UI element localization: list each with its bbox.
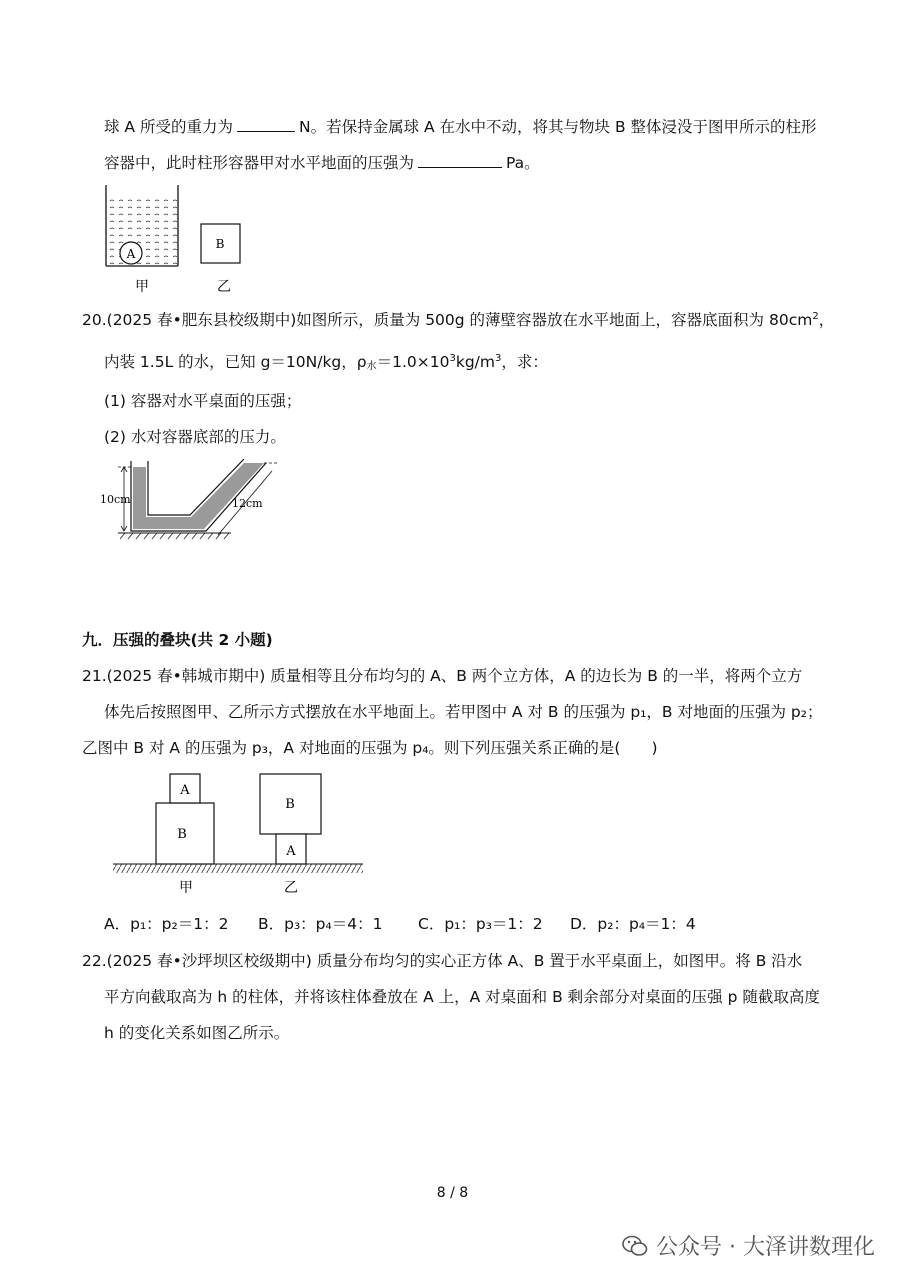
- fig-b-bottom: B: [177, 827, 187, 842]
- page-number: 8 / 8: [436, 1185, 469, 1201]
- q19-line2: [104, 152, 540, 174]
- q20-text: 20.(2025 春•肥东县校级期中)如图所示，质量为 500g 的薄壁容器放在水平地面上，容器底面积为 80cm: [82, 311, 813, 329]
- option-d[interactable]: D．p₂：p₄＝1：4: [570, 915, 696, 933]
- watermark: [622, 1230, 875, 1261]
- q22-line1: 22.(2025 春•沙坪坝区校级期中) 质量分布均匀的实心正方体 A、B 置于水平桌面上，如图甲。将 B 沿水: [82, 952, 803, 970]
- q21-line3: 乙图中 B 对 A 的压强为 p₃，A 对地面的压强为 p₄。则下列压强关系正确的是( ): [82, 739, 658, 757]
- superscript: 3: [495, 353, 502, 364]
- answer-blank[interactable]: [418, 153, 502, 168]
- fig-b-top: B: [285, 797, 295, 812]
- caption-yi: 乙: [217, 279, 231, 295]
- q20-text: ，求：: [501, 353, 548, 371]
- option-a[interactable]: A．p₁：p₂＝1：2: [104, 915, 229, 933]
- dimension-12cm: 12cm: [232, 497, 263, 510]
- q19-text: N。若保持金属球 A 在水中不动，将其与物块 B 整体浸没于图甲所示的柱形: [298, 118, 817, 136]
- q20-item2: (2) 水对容器底部的压力。: [104, 428, 286, 446]
- option-b[interactable]: B．p₃：p₄＝4：1: [258, 915, 383, 933]
- q19-text: Pa。: [506, 154, 540, 172]
- q20-text: ＝1.0×10: [376, 353, 450, 371]
- q20-item1: (1) 容器对水平桌面的压强；: [104, 392, 302, 410]
- fig-a-bottom: A: [286, 844, 296, 859]
- q21-figure: [110, 768, 370, 902]
- q22-line2: 平方向截取高为 h 的柱体，并将该柱体叠放在 A 上，A 对桌面和 B 剩余部分对桌面的压强 p 随截取高度: [104, 988, 820, 1006]
- q20-line1: [82, 306, 834, 331]
- q20-line2: [104, 348, 548, 378]
- option-c[interactable]: C．p₁：p₃＝1：2: [418, 915, 543, 933]
- q20-text: ，: [818, 311, 835, 329]
- superscript: 2: [812, 311, 819, 322]
- q21-line2: 体先后按照图甲、乙所示方式摆放在水平地面上。若甲图中 A 对 B 的压强为 p₁，B 对地面的压强为 p₂；: [104, 703, 823, 721]
- watermark-text: 公众号 · 大泽讲数理化: [656, 1235, 875, 1260]
- q22-line3: h 的变化关系如图乙所示。: [104, 1024, 290, 1042]
- ball-a-label: A: [126, 247, 136, 261]
- wechat-icon: [622, 1235, 648, 1257]
- dimension-10cm: 10cm: [100, 493, 131, 506]
- subscript: 水: [366, 361, 377, 372]
- answer-blank[interactable]: [237, 117, 295, 132]
- block-b-label: B: [215, 237, 225, 251]
- superscript: 3: [449, 353, 456, 364]
- q19-figure: [100, 183, 260, 302]
- q19-text: 容器中，此时柱形容器甲对水平地面的压强为: [104, 154, 415, 172]
- q20-figure: [96, 455, 286, 549]
- caption-jia: 甲: [135, 279, 149, 295]
- caption-yi: 乙: [284, 880, 298, 896]
- q20-text: kg/m: [455, 353, 495, 371]
- fig-a-top: A: [180, 783, 190, 798]
- section-title: 九．压强的叠块(共 2 小题): [82, 631, 273, 649]
- q21-line1: 21.(2025 春•韩城市期中) 质量相等且分布均匀的 A、B 两个立方体，A 的边长为 B 的一半，将两个立方: [82, 667, 803, 685]
- caption-jia: 甲: [179, 880, 193, 896]
- q20-text: 内装 1.5L 的水，已知 g＝10N/kg，ρ: [104, 353, 367, 371]
- q19-line1: [104, 116, 817, 138]
- q19-text: 球 A 所受的重力为: [104, 118, 233, 136]
